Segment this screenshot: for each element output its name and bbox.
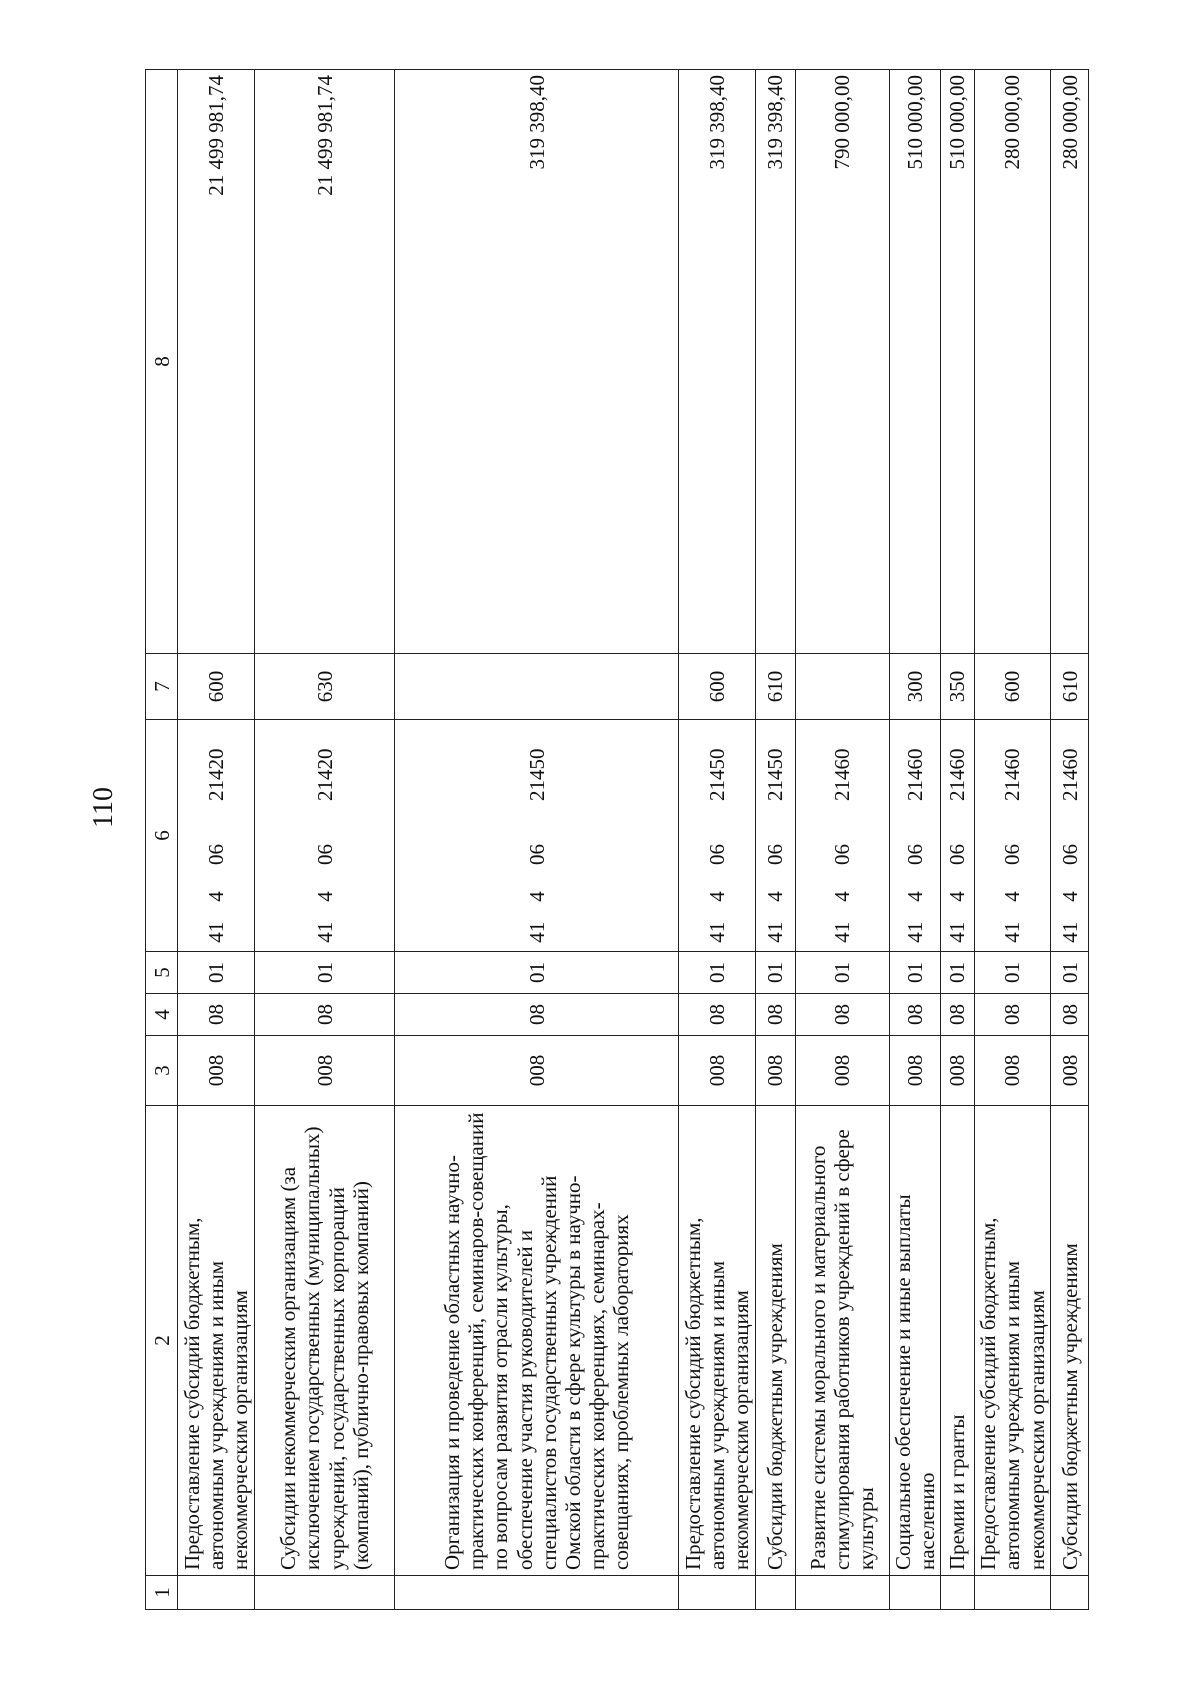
row-program-part-4: 21460	[889, 720, 940, 830]
row-code-7: 610	[1051, 654, 1089, 720]
row-code-7: 600	[679, 654, 756, 720]
row-code-5: 01	[395, 952, 679, 994]
row-amount: 280 000,00	[974, 70, 1051, 654]
row-program-part-2: 4	[395, 880, 679, 914]
row-code-7: 600	[178, 654, 255, 720]
row-code-4: 08	[178, 994, 255, 1036]
row-cell-empty	[795, 1576, 889, 1610]
row-code-3: 008	[889, 1036, 940, 1106]
table-row	[679, 70, 756, 1610]
row-program-part-1: 41	[679, 914, 756, 952]
row-code-4: 08	[755, 994, 795, 1036]
row-code-3: 008	[1051, 1036, 1089, 1106]
row-code-4: 08	[679, 994, 756, 1036]
row-amount: 319 398,40	[755, 70, 795, 654]
row-code-3: 008	[795, 1036, 889, 1106]
row-code-3: 008	[974, 1036, 1051, 1106]
row-code-4: 08	[795, 994, 889, 1036]
row-program-part-2: 4	[178, 880, 255, 914]
row-program-part-1: 41	[889, 914, 940, 952]
row-cell-empty	[679, 1576, 756, 1610]
row-program-part-2: 4	[1051, 880, 1089, 914]
row-code-3: 008	[178, 1036, 255, 1106]
row-cell-empty	[941, 1576, 974, 1610]
row-code-3: 008	[941, 1036, 974, 1106]
row-amount: 21 499 981,74	[255, 70, 395, 654]
table-row	[889, 70, 940, 1610]
row-amount: 790 000,00	[795, 70, 889, 654]
row-name: Субсидии бюджетным учреждениям	[1051, 1106, 1089, 1576]
row-program-part-3: 06	[255, 830, 395, 880]
row-program-part-1: 41	[941, 914, 974, 952]
row-program-part-4: 21460	[974, 720, 1051, 830]
row-program-part-2: 4	[889, 880, 940, 914]
row-code-5: 01	[755, 952, 795, 994]
row-program-part-3: 06	[755, 830, 795, 880]
header-cell-8: 8	[146, 70, 178, 654]
row-code-5: 01	[178, 952, 255, 994]
header-cell-2: 2	[146, 1106, 178, 1576]
row-program-part-3: 06	[679, 830, 756, 880]
row-name: Организация и проведение областных научно-практических конференций, семинаров-совещаний по вопросам развития отрасли культуры, обеспечение участия руководителей и специалистов государственных учреждений Омской области в сфере культуры в научно-практических конференциях, семинарах-совещаниях, проблемных лабораториях	[395, 1106, 679, 1576]
row-code-5: 01	[1051, 952, 1089, 994]
row-program-part-2: 4	[679, 880, 756, 914]
row-cell-empty	[395, 1576, 679, 1610]
table-row	[1051, 70, 1089, 1610]
table-header-row	[146, 70, 178, 1610]
row-code-4: 08	[395, 994, 679, 1036]
row-code-7: 300	[889, 654, 940, 720]
table-row	[755, 70, 795, 1610]
row-code-4: 08	[1051, 994, 1089, 1036]
row-cell-empty	[889, 1576, 940, 1610]
row-program-part-3: 06	[1051, 830, 1089, 880]
row-program-part-3: 06	[974, 830, 1051, 880]
row-code-3: 008	[255, 1036, 395, 1106]
row-amount: 21 499 981,74	[178, 70, 255, 654]
row-program-part-4: 21420	[178, 720, 255, 830]
row-program-part-3: 06	[795, 830, 889, 880]
row-amount: 510 000,00	[889, 70, 940, 654]
header-cell-1: 1	[146, 1576, 178, 1610]
row-code-3: 008	[755, 1036, 795, 1106]
row-code-5: 01	[941, 952, 974, 994]
header-cell-6: 6	[146, 720, 178, 952]
row-code-5: 01	[795, 952, 889, 994]
row-program-part-3: 06	[178, 830, 255, 880]
row-program-part-2: 4	[795, 880, 889, 914]
row-amount: 319 398,40	[679, 70, 756, 654]
row-program-part-2: 4	[941, 880, 974, 914]
row-code-3: 008	[395, 1036, 679, 1106]
row-program-part-1: 41	[795, 914, 889, 952]
table-row	[941, 70, 974, 1610]
rotated-table-container	[145, 70, 1089, 1610]
row-program-part-3: 06	[889, 830, 940, 880]
row-program-part-2: 4	[974, 880, 1051, 914]
header-cell-5: 5	[146, 952, 178, 994]
row-amount: 319 398,40	[395, 70, 679, 654]
row-name: Предоставление субсидий бюджетным, автономным учреждениям и иным некоммерческим организациям	[679, 1106, 756, 1576]
header-cell-4: 4	[146, 994, 178, 1036]
row-program-part-2: 4	[755, 880, 795, 914]
row-program-part-1: 41	[755, 914, 795, 952]
row-code-4: 08	[974, 994, 1051, 1036]
row-code-4: 08	[889, 994, 940, 1036]
table-row	[795, 70, 889, 1610]
row-program-part-4: 21450	[679, 720, 756, 830]
row-program-part-4: 21460	[795, 720, 889, 830]
row-code-5: 01	[679, 952, 756, 994]
row-code-7: 350	[941, 654, 974, 720]
row-code-7	[795, 654, 889, 720]
row-program-part-1: 41	[395, 914, 679, 952]
page-number: 110	[88, 787, 119, 828]
row-cell-empty	[1051, 1576, 1089, 1610]
row-cell-empty	[755, 1576, 795, 1610]
header-cell-7: 7	[146, 654, 178, 720]
row-code-3: 008	[679, 1036, 756, 1106]
budget-table	[145, 69, 1089, 1610]
row-name: Премии и гранты	[941, 1106, 974, 1576]
row-program-part-4: 21460	[941, 720, 974, 830]
row-code-5: 01	[255, 952, 395, 994]
row-name: Предоставление субсидий бюджетным, автономным учреждениям и иным некоммерческим организациям	[974, 1106, 1051, 1576]
row-program-part-4: 21420	[255, 720, 395, 830]
row-cell-empty	[974, 1576, 1051, 1610]
row-code-7: 610	[755, 654, 795, 720]
row-program-part-3: 06	[941, 830, 974, 880]
row-code-5: 01	[889, 952, 940, 994]
row-cell-empty	[255, 1576, 395, 1610]
row-code-4: 08	[255, 994, 395, 1036]
table-row	[255, 70, 395, 1610]
row-code-4: 08	[941, 994, 974, 1036]
row-program-part-1: 41	[178, 914, 255, 952]
header-cell-3: 3	[146, 1036, 178, 1106]
row-name: Развитие системы морального и материального стимулирования работников учреждений в сфере культуры	[795, 1106, 889, 1576]
row-program-part-4: 21460	[1051, 720, 1089, 830]
table-row	[395, 70, 679, 1610]
table-row	[178, 70, 255, 1610]
row-program-part-1: 41	[255, 914, 395, 952]
row-amount: 510 000,00	[941, 70, 974, 654]
row-amount: 280 000,00	[1051, 70, 1089, 654]
row-program-part-2: 4	[255, 880, 395, 914]
row-program-part-3: 06	[395, 830, 679, 880]
row-name: Социальное обеспечение и иные выплаты населению	[889, 1106, 940, 1576]
row-code-7: 600	[974, 654, 1051, 720]
table-row	[974, 70, 1051, 1610]
row-name: Субсидии бюджетным учреждениям	[755, 1106, 795, 1576]
row-program-part-4: 21450	[755, 720, 795, 830]
row-name: Субсидии некоммерческим организациям (за исключением государственных (муниципальных) учреждений, государственных корпораций (компаний), публично-правовых компаний)	[255, 1106, 395, 1576]
row-name: Предоставление субсидий бюджетным, автономным учреждениям и иным некоммерческим организациям	[178, 1106, 255, 1576]
row-program-part-1: 41	[974, 914, 1051, 952]
row-code-7: 630	[255, 654, 395, 720]
row-cell-empty	[178, 1576, 255, 1610]
row-program-part-4: 21450	[395, 720, 679, 830]
row-program-part-1: 41	[1051, 914, 1089, 952]
row-code-5: 01	[974, 952, 1051, 994]
row-code-7	[395, 654, 679, 720]
